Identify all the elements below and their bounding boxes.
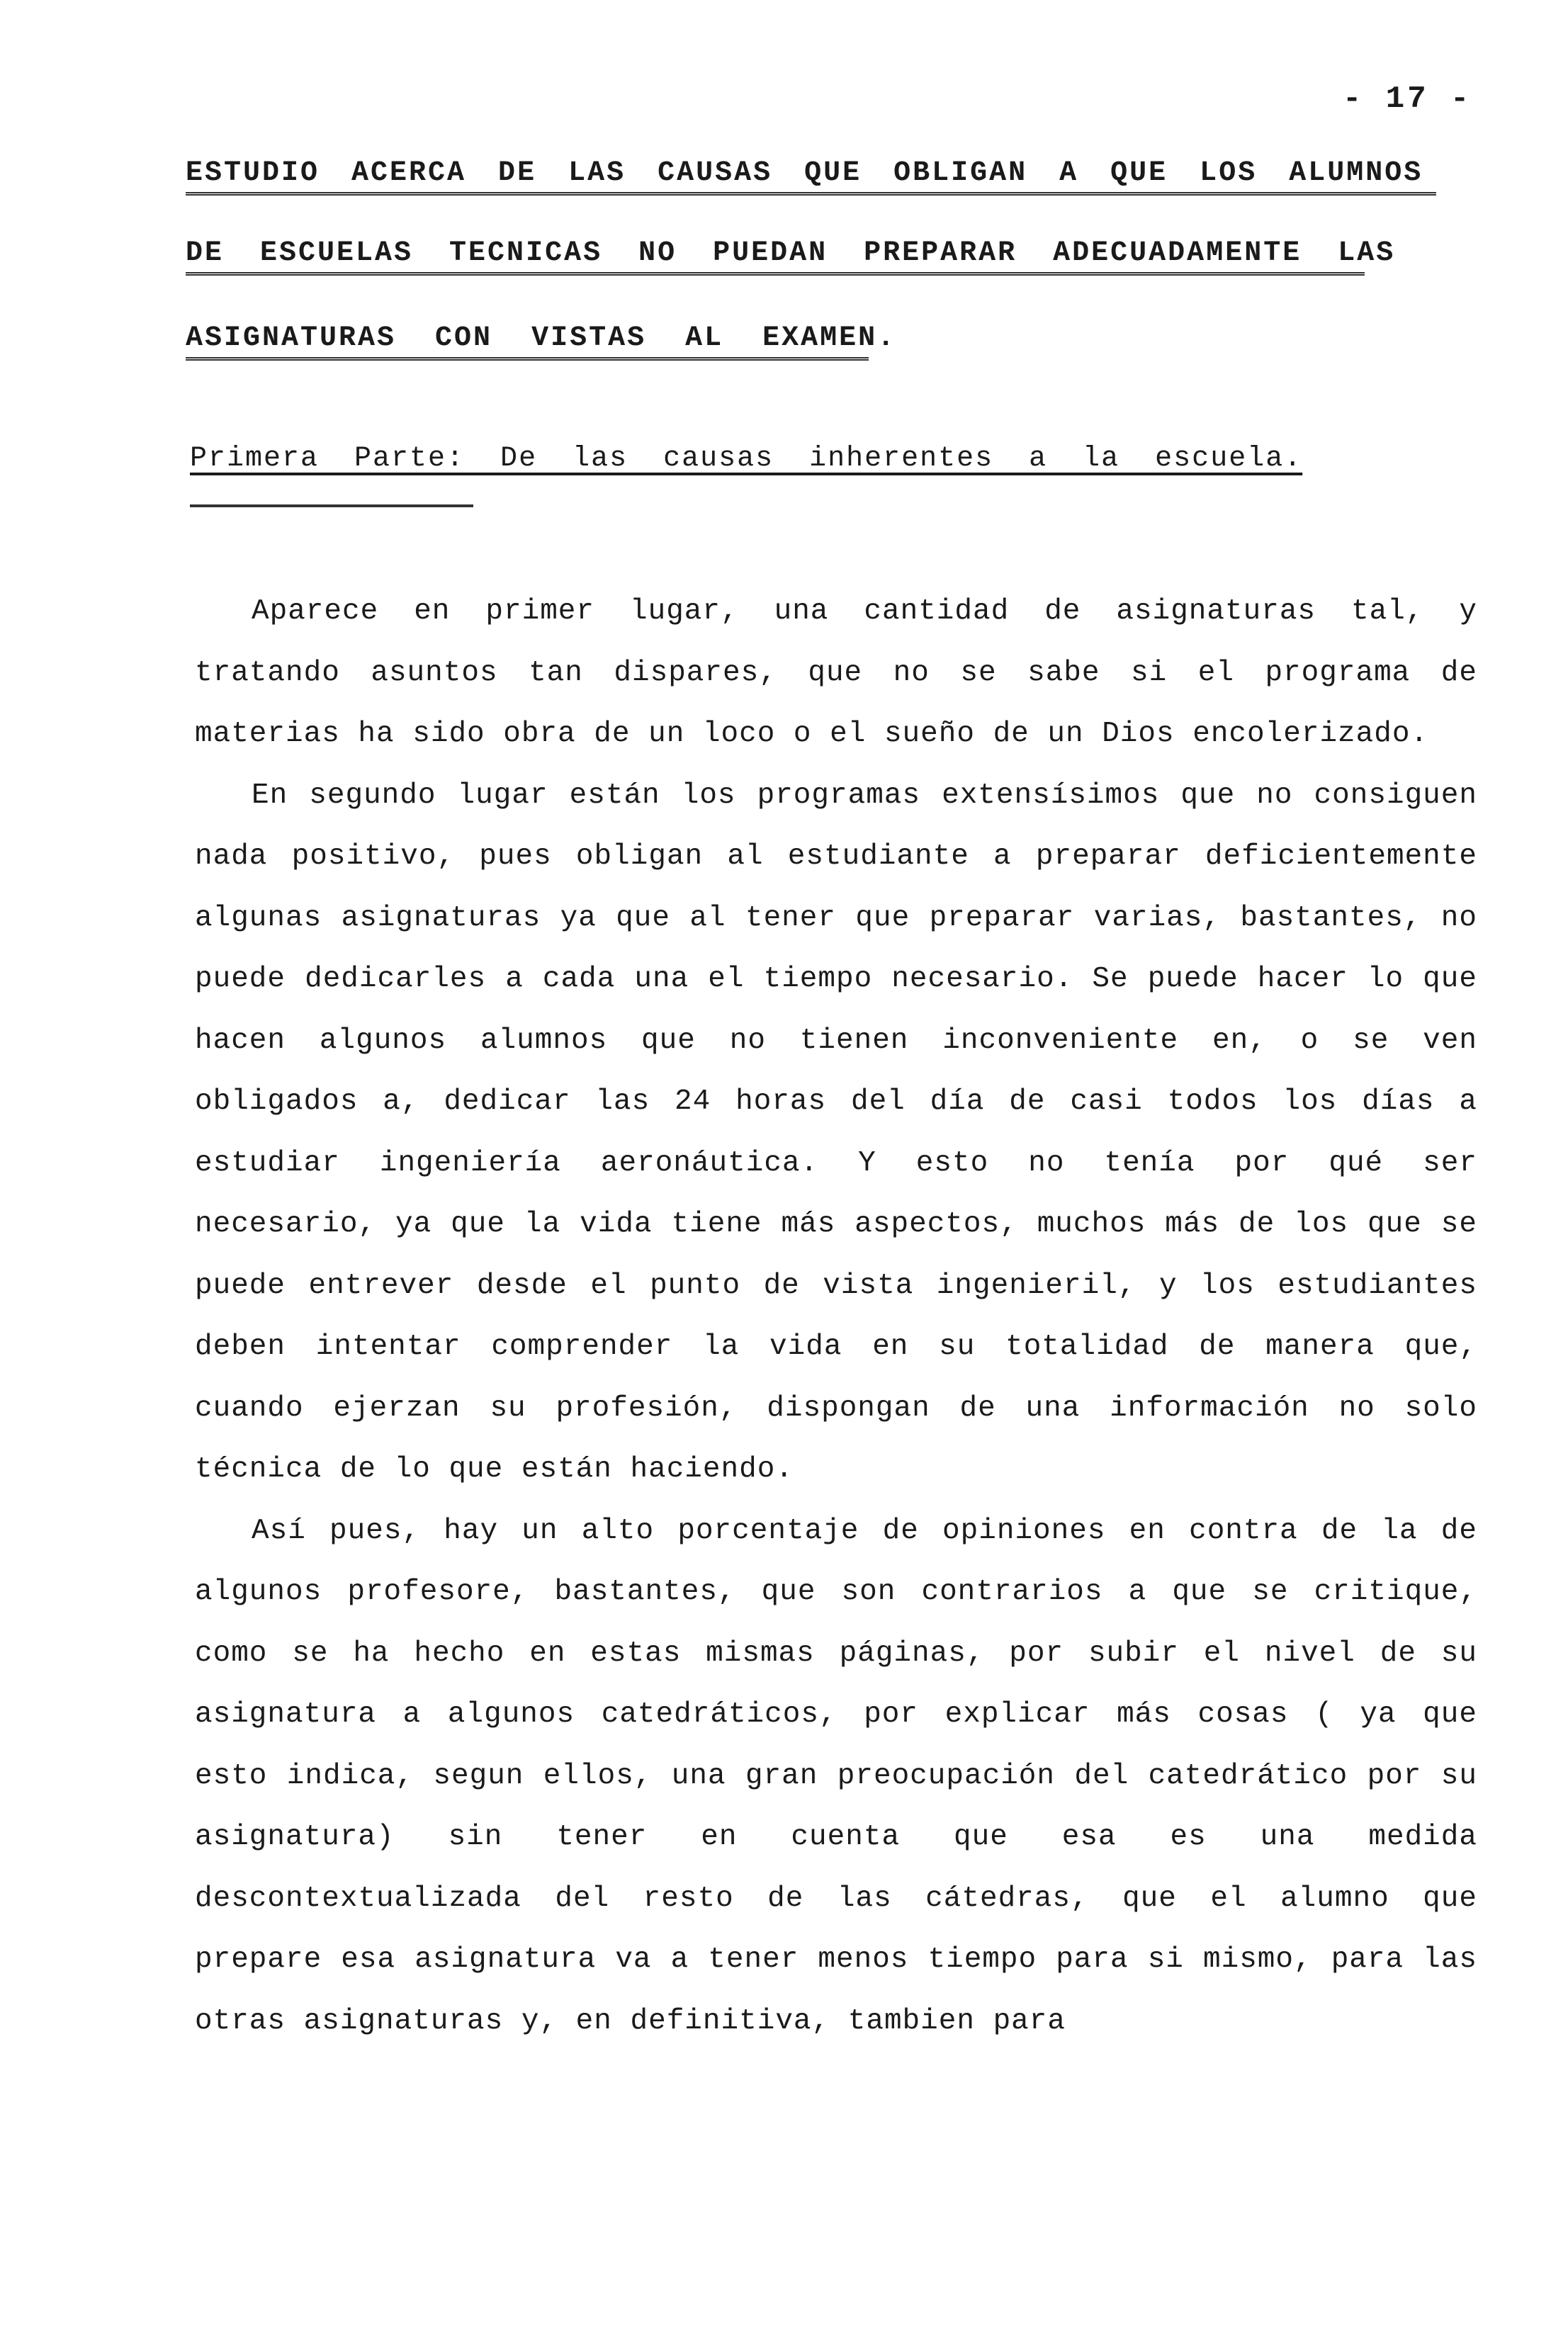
document-title-line-1: ESTUDIO ACERCA DE LAS CAUSAS QUE OBLIGAN A QUE LOS ALUMNOS	[186, 157, 1436, 196]
paragraph: Así pues, hay un alto porcentaje de opiniones en contra de la de algunos profesore, bastantes, que son contrarios a que se critique, como se ha hecho en estas mismas páginas, por subir el nivel de su asignatura a algunos catedráticos, por explicar más cosas ( ya que esto indica, segun ellos, una gran preocupación del catedrático por su asignatura) sin tener en cuenta que esa es una medida descontextualizada del resto de las cátedras, que el alumno que prepare esa asignatura va a tener menos tiempo para si mismo, para las otras asignaturas y, en definitiva, tambien para	[195, 1514, 1477, 2038]
document-title-line-3: ASIGNATURAS CON VISTAS AL EXAMEN.	[186, 322, 869, 361]
document-title-line-2: DE ESCUELAS TECNICAS NO PUEDAN PREPARAR ADECUADAMENTE LAS	[186, 237, 1365, 276]
paragraph: En segundo lugar están los programas extensísimos que no consiguen nada positivo, pues obligan al estudiante a preparar deficientemente algunas asignaturas ya que al tener que preparar varias, bastantes, no puede dedicarles a cada una el tiempo necesario. Se puede hacer lo que hacen algunos alumnos que no tienen inconveniente en, o se ven obligados a, dedicar las 24 horas del día de casi todos los días a estudiar ingeniería aeronáutica. Y esto no tenía por qué ser necesario, ya que la vida tiene más aspectos, muchos más de los que se puede entrever desde el punto de vista ingenieril, y los estudiantes deben intentar comprender la vida en su totalidad de manera que, cuando ejerzan su profesión, dispongan de una información no solo técnica de lo que están haciendo.	[195, 779, 1477, 1486]
page-number: - 17 -	[1343, 81, 1472, 117]
paragraph: Aparece en primer lugar, una cantidad de asignaturas tal, y tratando asuntos tan dispares, que no se sabe si el programa de materias ha sido obra de un loco o el sueño de un Dios encolerizado.	[195, 595, 1477, 750]
body-text	[195, 581, 1477, 2052]
subtitle-rule	[190, 504, 473, 507]
section-subtitle: Primera Parte: De las causas inherentes a la escuela.	[190, 443, 1303, 475]
